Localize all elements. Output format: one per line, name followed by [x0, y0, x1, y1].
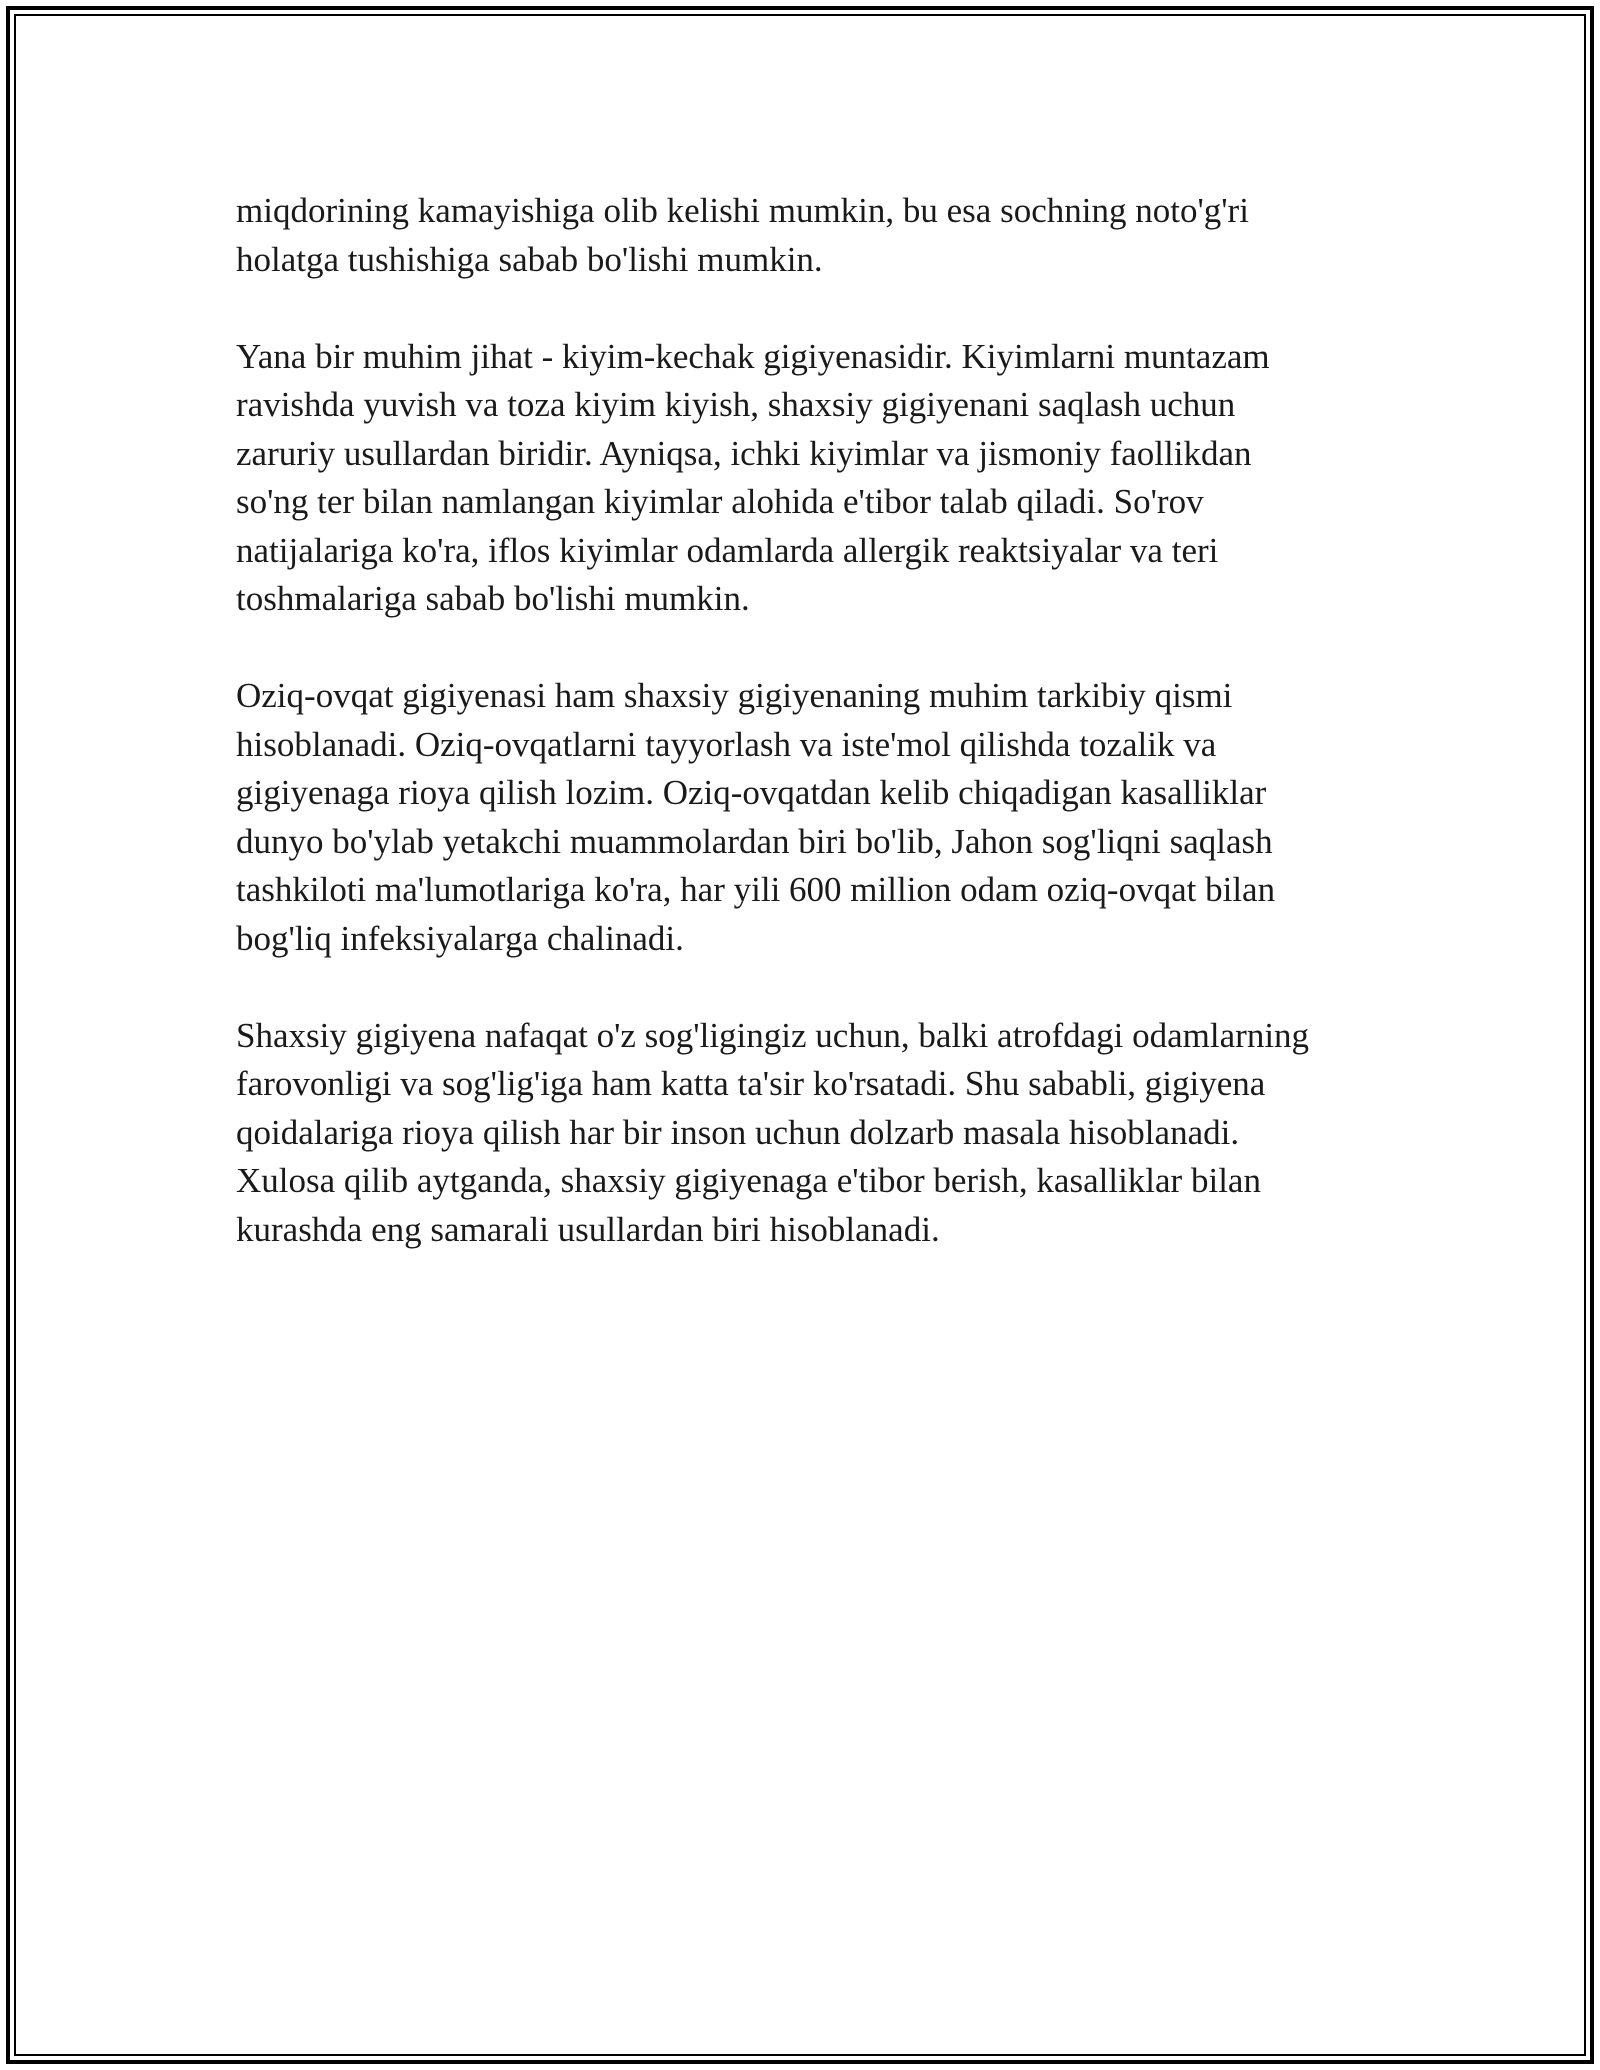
- text-line: qoidalariga rioya qilish har bir inson uchun dolzarb masala hisoblanadi.: [236, 1112, 1240, 1152]
- paragraph: [236, 187, 1386, 284]
- text-line: gigiyenaga rioya qilish lozim. Oziq-ovqatdan kelib chiqadigan kasalliklar: [236, 773, 1267, 812]
- text-line: farovonligi va sog'lig'iga ham katta ta'sir ko'rsatadi. Shu sababli, gigiyena: [236, 1064, 1266, 1103]
- text-line: tashkiloti ma'lumotlariga ko'ra, har yili 600 million odam oziq-ovqat bilan: [236, 870, 1276, 909]
- text-line: Oziq-ovqat gigiyenasi ham shaxsiy gigiyenaning muhim tarkibiy qismi: [236, 676, 1233, 715]
- text-line: dunyo bo'ylab yetakchi muammolardan biri bo'lib, Jahon sog'liqni saqlash: [236, 821, 1273, 861]
- text-line: holatga tushishiga sabab bo'lishi mumkin.: [236, 239, 823, 279]
- text-line: Xulosa qilib aytganda, shaxsiy gigiyenaga e'tibor berish, kasalliklar bilan: [236, 1161, 1261, 1200]
- text-line: kurashda eng samarali usullardan biri hisoblanadi.: [236, 1209, 940, 1249]
- paragraph: [236, 333, 1386, 624]
- document-body: [236, 187, 1386, 1303]
- text-line: miqdorining kamayishiga olib kelishi mumkin, bu esa sochning noto'g'ri: [236, 191, 1249, 230]
- text-line: Shaxsiy gigiyena nafaqat o'z sog'ligingiz uchun, balki atrofdagi odamlarning: [236, 1015, 1310, 1055]
- text-line: ravishda yuvish va toza kiyim kiyish, shaxsiy gigiyenani saqlash uchun: [236, 385, 1236, 424]
- text-line: so'ng ter bilan namlangan kiyimlar alohida e'tibor talab qiladi. So'rov: [236, 482, 1204, 521]
- paragraph: [236, 1012, 1386, 1255]
- text-line: zaruriy usullardan biridir. Ayniqsa, ichki kiyimlar va jismoniy faollikdan: [236, 433, 1252, 473]
- paragraph: [236, 672, 1386, 963]
- text-line: toshmalariga sabab bo'lishi mumkin.: [236, 579, 750, 618]
- text-line: bog'liq infeksiyalarga chalinadi.: [236, 918, 684, 958]
- text-line: natijalariga ko'ra, iflos kiyimlar odamlarda allergik reaktsiyalar va teri: [236, 530, 1219, 570]
- text-line: hisoblanadi. Oziq-ovqatlarni tayyorlash va iste'mol qilishda tozalik va: [236, 724, 1217, 764]
- text-line: Yana bir muhim jihat - kiyim-kechak gigiyenasidir. Kiyimlarni muntazam: [236, 336, 1270, 376]
